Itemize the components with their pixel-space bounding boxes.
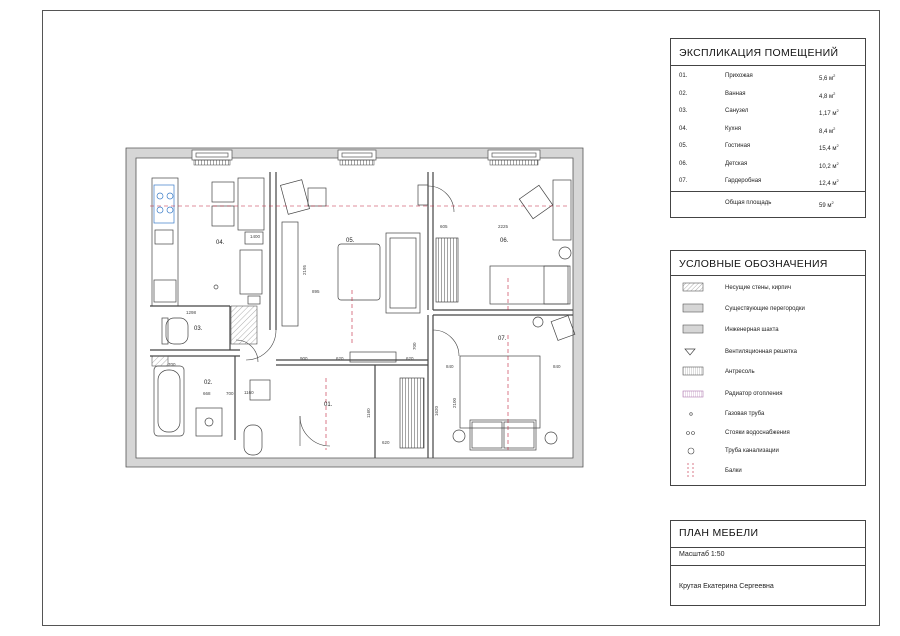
- room-label: 07.: [498, 336, 507, 342]
- room-name: Ванная: [725, 90, 746, 97]
- dimension: 1160: [244, 390, 254, 395]
- kitchen-furniture: [152, 178, 264, 306]
- dimension: 2100: [452, 397, 457, 408]
- legend-item-label: Вентиляционная решетка: [725, 349, 797, 355]
- room-area: 10,2 $м^2$: [819, 160, 839, 170]
- legend-item-label: Труба канализации: [725, 448, 779, 454]
- room-number: 04.: [679, 125, 688, 132]
- dimension: 895: [312, 289, 320, 294]
- dimension: 620: [406, 356, 414, 361]
- dimension: 1620: [434, 405, 439, 416]
- dimension-labels: [168, 224, 561, 445]
- room-area: 12,4 $м^2$: [819, 178, 839, 187]
- legend-item-label: Балки: [725, 468, 742, 474]
- dimension: 620: [336, 356, 344, 361]
- room-name: Санузел: [725, 108, 749, 114]
- dimension: 1160: [366, 408, 371, 418]
- room-name: Кухня: [725, 125, 742, 132]
- dimension: 840: [446, 364, 454, 369]
- room-name: Прихожая: [725, 73, 753, 79]
- dimension: 1298: [186, 310, 197, 315]
- room-number: 05.: [679, 143, 688, 149]
- drawing-title: ПЛАН МЕБЕЛИ: [679, 527, 759, 539]
- legend-title: УСЛОВНЫЕ ОБОЗНАЧЕНИЯ: [679, 258, 828, 270]
- room-name: Гардеробная: [725, 178, 762, 184]
- partitions: [150, 172, 573, 458]
- dimension: 668: [203, 391, 211, 396]
- room-area: 5,6 $м^2$: [819, 73, 836, 82]
- drawing-author: Крутая Екатерина Сергеевна: [679, 583, 774, 590]
- room-name: Детская: [725, 160, 748, 167]
- room-area: 1,17 $м^2$: [819, 108, 839, 117]
- room-number: 06.: [679, 160, 688, 167]
- radiators: [194, 160, 538, 165]
- dimension: 840: [553, 364, 561, 369]
- room-area: 4,8 $м^2$: [819, 90, 836, 100]
- legend-item-label: Радиатор отопления: [725, 391, 783, 397]
- room-number: 02.: [679, 90, 688, 97]
- room-label: 01.: [324, 402, 333, 408]
- dimension: 2225: [498, 224, 509, 229]
- dimension: 1400: [250, 234, 261, 239]
- stamp-panel: [670, 520, 866, 606]
- room-label: 03.: [194, 326, 203, 332]
- room-number: 01.: [679, 73, 688, 79]
- room-label: 05.: [346, 238, 355, 244]
- room-number: 07.: [679, 178, 688, 184]
- dimension: 620: [382, 440, 390, 445]
- dimension: 2195: [302, 264, 307, 275]
- bedroom-furniture: [400, 316, 575, 450]
- room-name: Гостиная: [725, 143, 751, 149]
- legend-item-label: Стояки водоснабжения: [725, 430, 790, 436]
- room-label: 02.: [204, 380, 213, 386]
- legend-symbols: [671, 251, 721, 487]
- room-label: 04.: [216, 240, 225, 246]
- dimension: 605: [440, 224, 448, 229]
- drawing-scale: Масштаб 1:50: [679, 551, 725, 558]
- explication-panel: [670, 38, 866, 218]
- room-label: 06.: [500, 238, 509, 244]
- total-area-value: 59 $м^2$: [819, 200, 834, 209]
- dimension: 700: [168, 362, 176, 367]
- legend-item-label: Несущие стены, кирпич: [725, 285, 791, 291]
- dimension: 700: [226, 391, 234, 396]
- legend-panel: [670, 250, 866, 486]
- dimension: 700: [412, 342, 417, 350]
- room-number: 03.: [679, 108, 688, 114]
- legend-item-label: Газовая труба: [725, 411, 765, 417]
- dimension: 900: [300, 356, 308, 361]
- bearing-walls: [126, 148, 583, 467]
- explication-title: ЭКСПЛИКАЦИЯ ПОМЕЩЕНИЙ: [679, 47, 839, 59]
- legend-item-label: Антресоль: [725, 369, 755, 375]
- room-area: 15,4 $м^2$: [819, 143, 839, 152]
- legend-item-label: Инженерная шахта: [725, 327, 779, 333]
- room-area: 8,4 $м^2$: [819, 125, 836, 135]
- legend-item-label: Существующие перегородки: [725, 306, 805, 312]
- total-area-label: Общая площадь: [725, 200, 772, 206]
